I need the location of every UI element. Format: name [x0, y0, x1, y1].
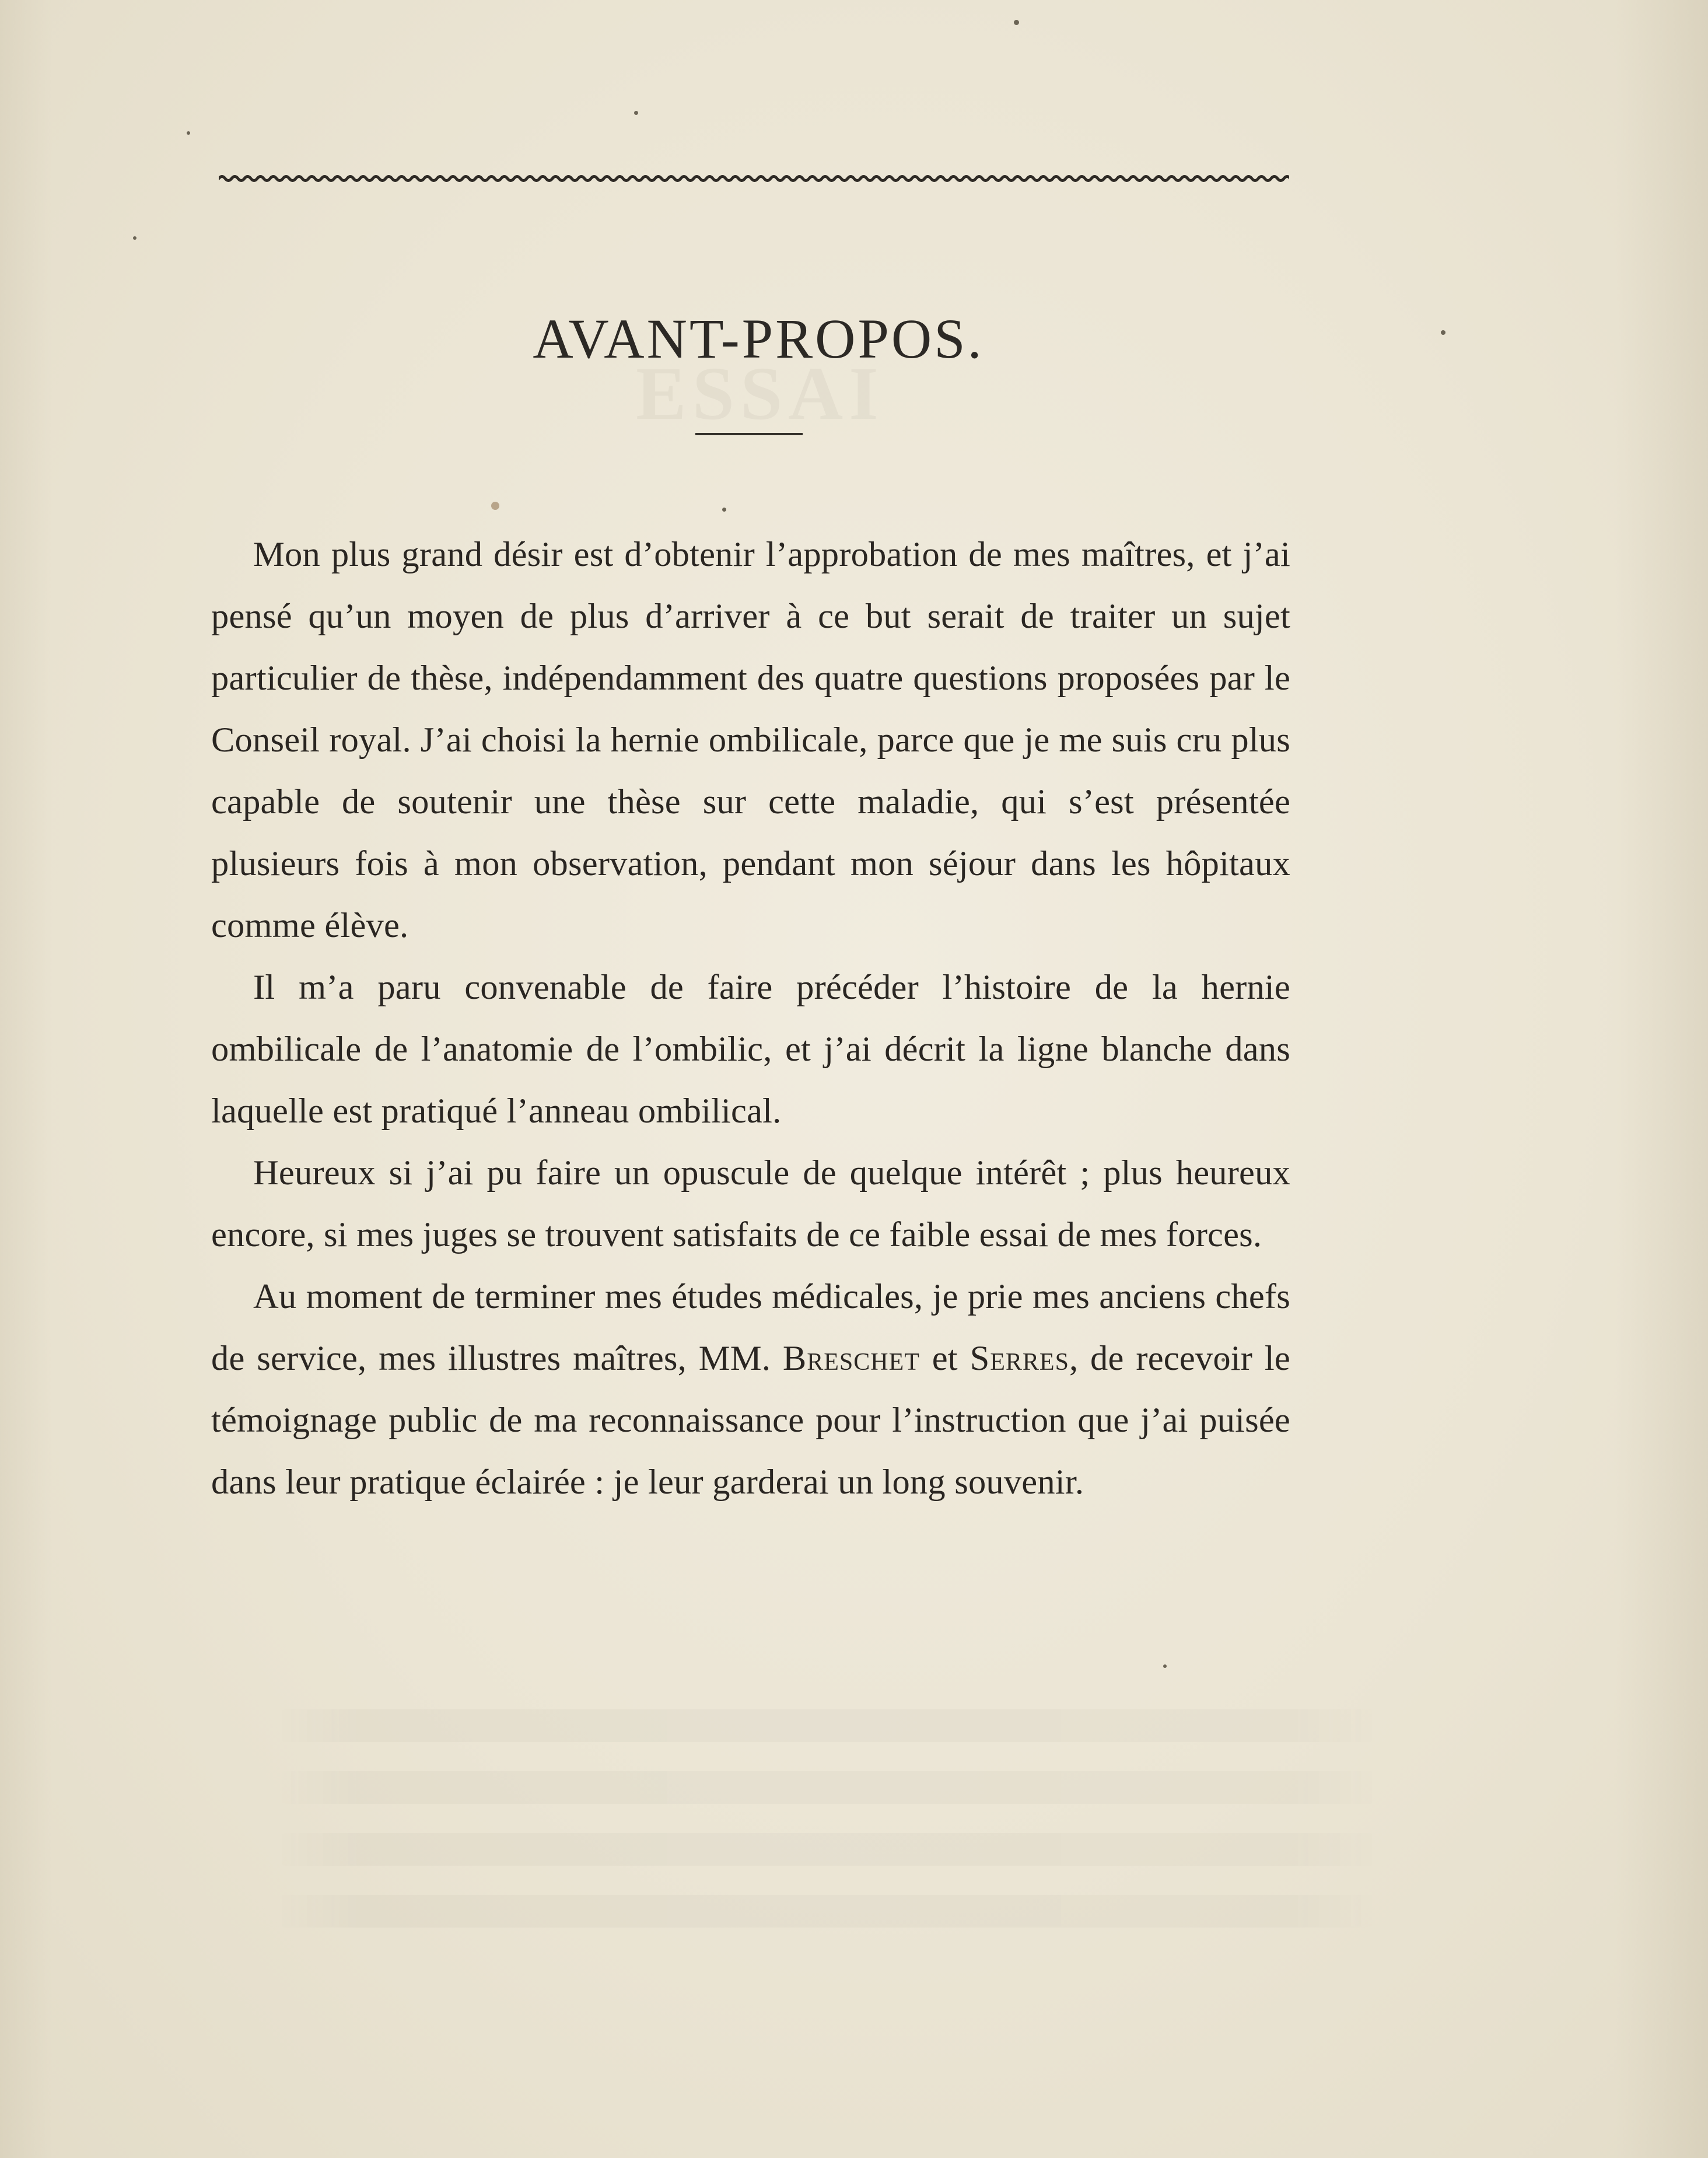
paper-speck [634, 111, 638, 115]
paper-speck [1441, 330, 1446, 335]
paragraph-2 [211, 957, 1290, 1142]
name-breschet: Breschet [782, 1339, 920, 1378]
paper-speck [722, 508, 726, 512]
paragraph-4-text-a: Au moment de terminer mes études médicales, je prie mes anciens chefs de service, mes illustres maîtres, MM. [211, 1277, 1290, 1378]
paragraph-1 [211, 524, 1290, 957]
bleed-through-text: ESSAI [636, 352, 884, 436]
paragraph-1-text: Mon plus grand désir est d’obtenir l’approbation de mes maîtres, et j’ai pensé qu’un moyen de plus d’arriver à ce but serait de traiter un sujet particulier de thèse, indépendamment des quatre questions proposées par le Conseil royal. J’ai choisi la hernie ombilicale, parce que je me suis cru plus capable de soutenir une thèse sur cette maladie, qui s’est présentée plusieurs fois à mon observation, pendant mon séjour dans les hôpitaux comme élève. [211, 535, 1290, 945]
paper-speck [1163, 1664, 1167, 1668]
paper-speck [1014, 20, 1019, 25]
page-title: AVANT-PROPOS. [533, 307, 984, 370]
paragraph-3-text: Heureux si j’ai pu faire un opuscule de quelque intérêt ; plus heureux encore, si mes juges se trouvent satisfaits de ce faible essai de mes forces. [211, 1153, 1290, 1254]
foreword-body [211, 524, 1290, 1513]
paper-speck [133, 236, 136, 240]
ornamental-rule [219, 173, 1289, 184]
page-edge-shadow-right [1615, 0, 1708, 2158]
bleed-through-lines [274, 1709, 1382, 1957]
paragraph-4-text-b: et [919, 1339, 970, 1378]
paragraph-3 [211, 1142, 1290, 1266]
name-serres: Serres [970, 1339, 1069, 1378]
paragraph-4 [211, 1266, 1290, 1513]
paragraph-2-text: Il m’a paru convenable de faire précéder l’histoire de la hernie ombilicale de l’anatomie de l’ombilic, et j’ai décrit la ligne blanche dans laquelle est pratiqué l’anneau ombilical. [211, 968, 1290, 1131]
paper-speck [491, 502, 499, 510]
title-underline [695, 433, 803, 435]
paragraph-4-text-c: , de recevoir le témoignage public de ma reconnaissance pour l’instruction que j’ai puisée dans leur pratique éclairée : je leur garderai un long souvenir. [211, 1339, 1290, 1502]
paper-speck [187, 131, 190, 135]
